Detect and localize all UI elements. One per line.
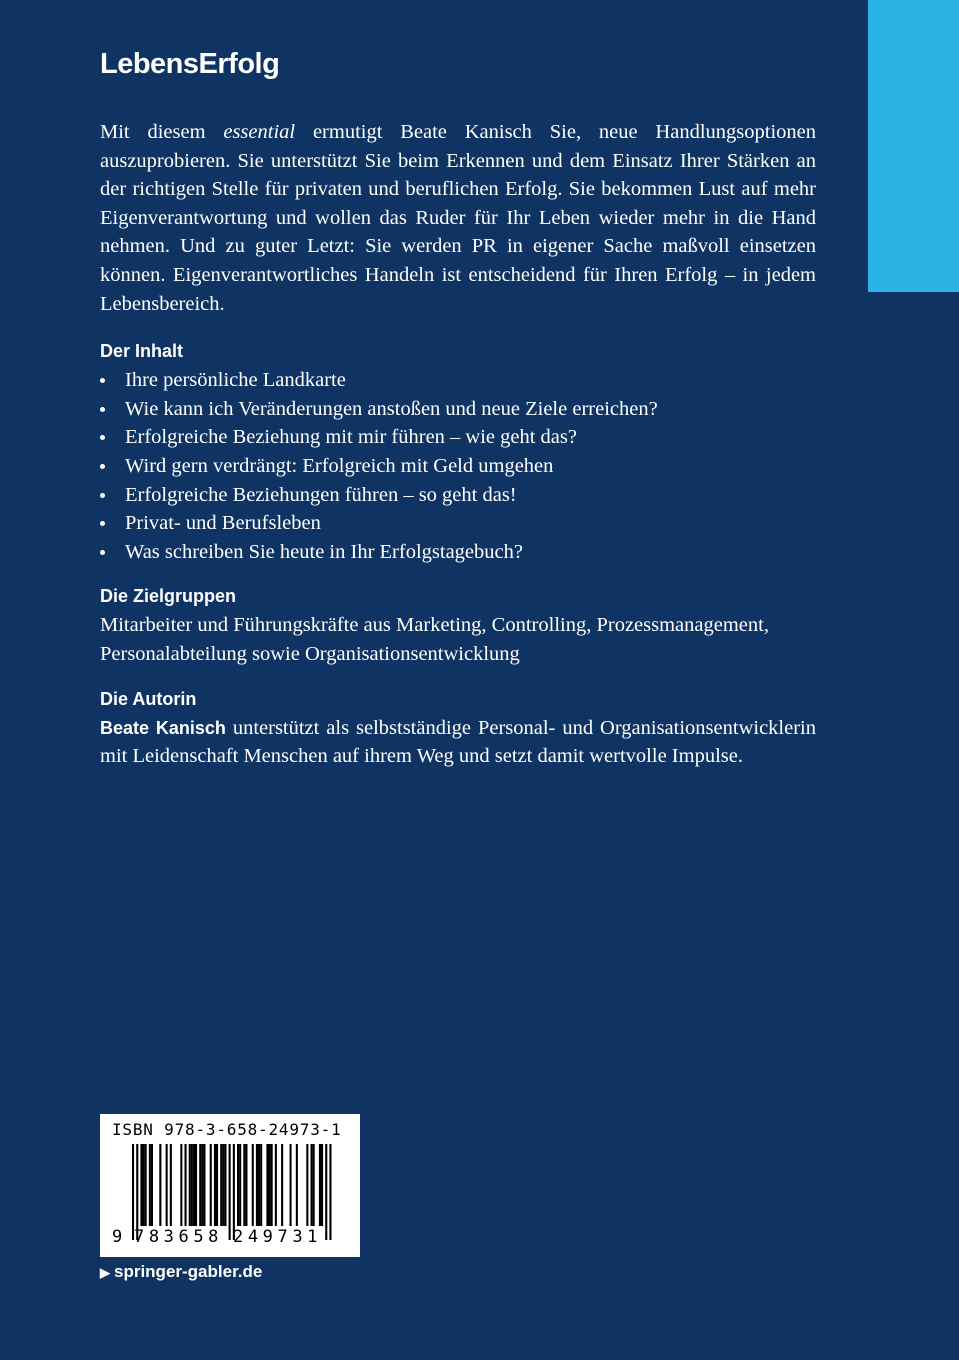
barcode-bar <box>311 1144 313 1226</box>
accent-color-bar <box>868 0 959 292</box>
bullet-icon <box>100 493 105 498</box>
barcode-bar <box>191 1144 193 1226</box>
triangle-right-icon: ▶ <box>100 1265 110 1280</box>
list-item <box>100 366 816 395</box>
barcode-bar <box>210 1144 212 1226</box>
list-item <box>100 509 816 538</box>
bullet-icon <box>100 407 105 412</box>
barcode-bar <box>319 1144 321 1226</box>
list-item-text: Wird gern verdrängt: Erfolgreich mit Geld umgehen <box>125 454 554 477</box>
contents-heading: Der Inhalt <box>100 341 184 362</box>
list-item-text: Was schreiben Sie heute in Ihr Erfolgstagebuch? <box>125 540 523 563</box>
barcode-bar <box>143 1144 145 1226</box>
barcode-bar <box>266 1144 268 1226</box>
barcode-bar <box>193 1144 195 1226</box>
barcode-bar <box>185 1144 187 1226</box>
barcode-bar <box>199 1144 201 1226</box>
ean-right-group: 249731 <box>233 1227 323 1247</box>
barcode-bar <box>149 1144 151 1226</box>
barcode-bar <box>220 1144 222 1226</box>
barcode-bar <box>296 1144 298 1226</box>
barcode-bar <box>140 1144 142 1226</box>
author-heading: Die Autorin <box>100 688 197 709</box>
bullet-icon <box>100 521 105 526</box>
barcode-bar <box>159 1144 161 1226</box>
ean-left-group: 783658 <box>134 1227 224 1247</box>
list-item-text: Privat- und Berufsleben <box>125 512 321 535</box>
barcode-bar <box>237 1144 239 1226</box>
barcode-bar <box>201 1144 203 1226</box>
list-item <box>100 395 816 424</box>
barcode-bar <box>229 1144 231 1240</box>
author-bio: unterstützt als selbstständige Personal- und Organisationsentwicklerin mit Leidenschaft Menschen auf ihrem Weg und setzt damit wertvolle Impulse. <box>100 716 816 768</box>
barcode-bar <box>281 1144 283 1226</box>
list-item <box>100 481 816 510</box>
barcode-bar <box>243 1144 245 1226</box>
barcode-bar <box>224 1144 226 1226</box>
barcode-bar <box>214 1144 216 1226</box>
barcode-bar <box>222 1144 224 1226</box>
barcode-bar <box>306 1144 308 1226</box>
barcode-bar <box>180 1144 182 1226</box>
list-item-text: Erfolgreiche Beziehungen führen – so geht das! <box>125 483 517 506</box>
barcode-bar <box>329 1144 331 1240</box>
author-name: Beate Kanisch <box>100 717 226 738</box>
barcode-bar <box>290 1144 292 1226</box>
barcode-bar <box>151 1144 153 1226</box>
barcode-bar <box>132 1144 134 1240</box>
barcode-bar <box>275 1144 277 1226</box>
barcode-bar <box>252 1144 254 1226</box>
intro-paragraph <box>100 118 816 318</box>
author-paragraph <box>100 714 816 771</box>
book-title: LebensErfolg <box>100 48 280 80</box>
list-item-text: Ihre persönliche Landkarte <box>125 369 346 392</box>
list-item <box>100 423 816 452</box>
barcode-bar <box>258 1144 260 1226</box>
barcode-bar <box>260 1144 262 1226</box>
bullet-icon <box>100 378 105 383</box>
intro-text-before: Mit diesem <box>100 121 224 143</box>
back-cover-content <box>100 44 816 771</box>
barcode-bar <box>245 1144 247 1226</box>
barcode-bar <box>203 1144 205 1226</box>
barcode-bar <box>170 1144 172 1226</box>
barcode-bar <box>239 1144 241 1226</box>
barcode-bar <box>233 1144 235 1240</box>
list-item <box>100 538 816 567</box>
intro-emphasis: essential <box>223 121 296 143</box>
barcode-bar <box>166 1144 168 1226</box>
barcode-bar <box>269 1144 271 1226</box>
isbn-number: ISBN 978-3-658-24973-1 <box>112 1120 342 1139</box>
publisher-link[interactable] <box>100 1262 262 1282</box>
list-item <box>100 452 816 481</box>
bullet-icon <box>100 550 105 555</box>
audience-paragraph: Mitarbeiter und Führungskräfte aus Marketing, Controlling, Prozessmanagement, Personalabteilung sowie Organisationsentwicklung <box>100 614 769 665</box>
list-item-text: Wie kann ich Veränderungen anstoßen und neue Ziele erreichen? <box>125 397 658 420</box>
barcode-bar <box>145 1144 147 1226</box>
isbn-barcode <box>100 1114 360 1257</box>
barcode-bar <box>256 1144 258 1226</box>
publisher-url: springer-gabler.de <box>114 1262 263 1281</box>
bullet-icon <box>100 464 105 469</box>
barcode-bar <box>325 1144 327 1240</box>
ean-first-digit: 9 <box>112 1227 123 1247</box>
bullet-icon <box>100 435 105 440</box>
intro-text-after: ermutigt Beate Kanisch Sie, neue Handlungsoptionen auszuprobieren. Sie unterstützt Sie beim Erkennen und dem Einsatz Ihrer Stärken an der richtigen Stelle für privaten und beruflichen Erfolg. Sie bekommen Lust auf mehr Eigenverantwortung und wollen das Ruder für Ihr Leben wieder mehr in die Hand nehmen. Und zu guter Letzt: Sie werden PR in eigener Sache maßvoll einsetzen können. Eigenverantwortliches Handeln ist entscheidend für Ihren Erfolg – in jedem Lebensbereich. <box>100 121 816 315</box>
barcode-bar <box>195 1144 197 1226</box>
barcode-bar <box>136 1144 138 1240</box>
barcode-bar <box>216 1144 218 1226</box>
barcode-bar <box>321 1144 323 1226</box>
barcode-bar <box>313 1144 315 1226</box>
barcode-bar <box>189 1144 191 1226</box>
audience-heading: Die Zielgruppen <box>100 586 237 607</box>
contents-list <box>100 366 816 566</box>
list-item-text: Erfolgreiche Beziehung mit mir führen – wie geht das? <box>125 426 577 449</box>
barcode-bar <box>271 1144 273 1226</box>
